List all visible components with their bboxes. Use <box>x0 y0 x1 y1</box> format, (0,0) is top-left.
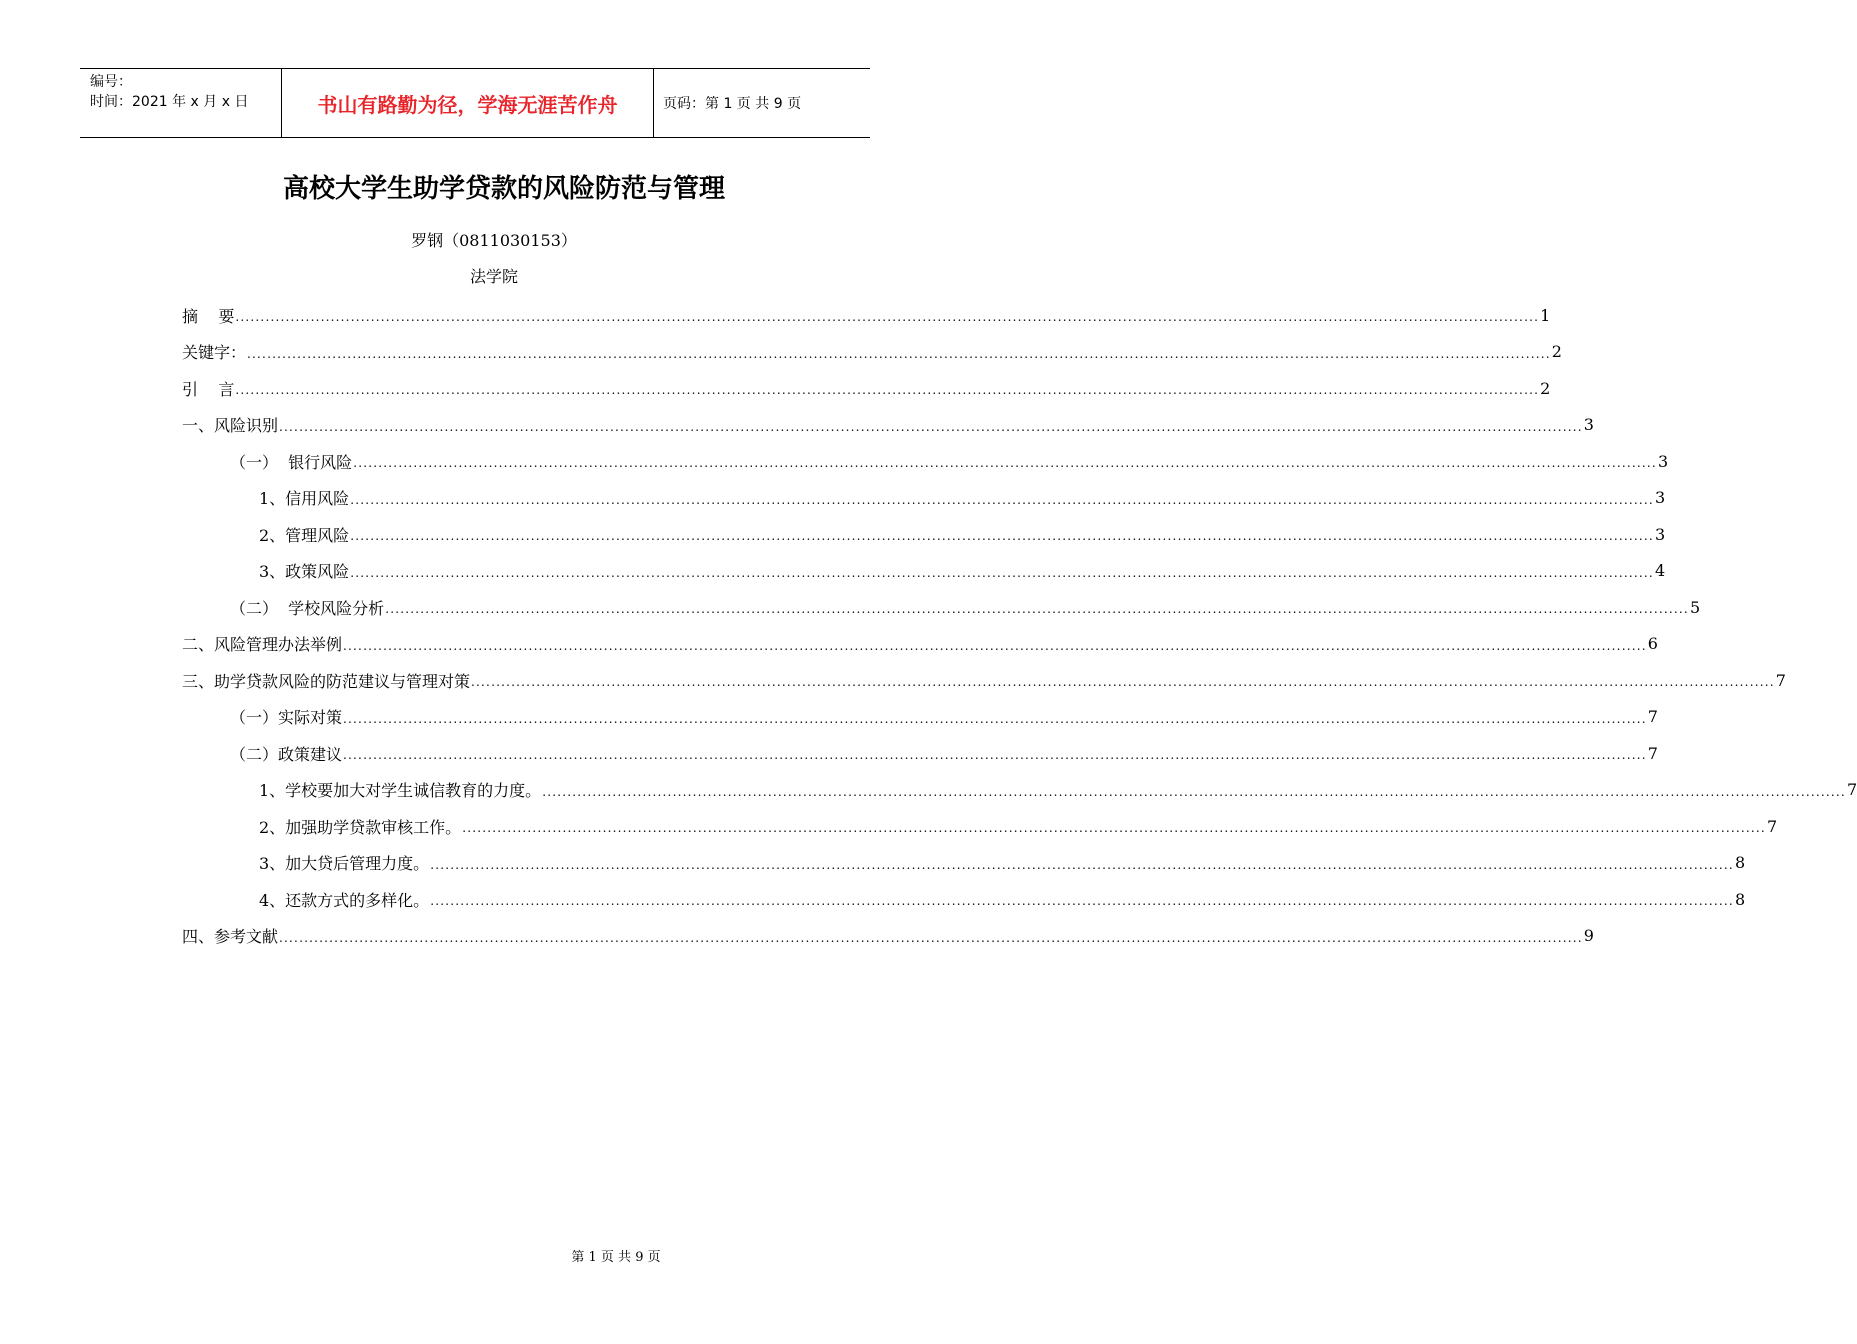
toc-dot-leader: .................................................................................................................................................................................................................................................................... <box>462 821 1766 836</box>
toc-entry-page: 8 <box>1734 889 1746 909</box>
toc-entry[interactable] <box>182 297 1551 334</box>
toc-dot-leader: .................................................................................................................................................................................................................................................................... <box>430 857 1734 872</box>
toc-entry-label: 3、政策风险 <box>259 562 350 582</box>
toc-entry-page: 1 <box>1540 305 1551 325</box>
toc-entry-label: 2、加强助学贷款审核工作。 <box>259 817 462 837</box>
page-footer: 第 1 页 共 9 页 <box>571 1250 661 1265</box>
toc-entry-page: 7 <box>1647 707 1658 727</box>
toc-entry-page: 7 <box>1647 743 1658 763</box>
toc-entry-page: 4 <box>1654 561 1666 581</box>
toc-entry-label: （一） 银行风险 <box>230 452 353 472</box>
toc-dot-leader: .................................................................................................................................................................................................................................................................... <box>279 419 1583 434</box>
toc-entry[interactable] <box>182 699 1658 736</box>
toc-entry-label: （二） 学校风险分析 <box>230 598 385 618</box>
toc-entry[interactable] <box>182 407 1594 444</box>
toc-entry-page: 8 <box>1734 853 1746 873</box>
toc-dot-leader: .................................................................................................................................................................................................................................................................... <box>235 383 1540 398</box>
toc-dot-leader: .................................................................................................................................................................................................................................................................... <box>343 638 1647 653</box>
header-number-label: 编号： <box>90 74 132 90</box>
document-header <box>80 68 870 138</box>
table-of-contents <box>182 297 1857 954</box>
toc-dot-leader: .................................................................................................................................................................................................................................................................... <box>385 602 1689 617</box>
toc-dot-leader: .................................................................................................................................................................................................................................................................... <box>350 529 1654 544</box>
toc-entry[interactable] <box>182 845 1746 882</box>
toc-entry[interactable] <box>182 334 1562 371</box>
toc-entry[interactable] <box>182 735 1658 772</box>
toc-entry-page: 7 <box>1846 780 1857 800</box>
header-time-label: 时间：2021 年 x 月 x 日 <box>90 94 249 110</box>
toc-entry-label: 1、学校要加大对学生诚信教育的力度。 <box>259 781 542 801</box>
header-page-info: 页码：第 1 页 共 9 页 <box>663 96 802 112</box>
document-college: 法学院 <box>469 267 518 286</box>
toc-dot-leader: .................................................................................................................................................................................................................................................................... <box>235 310 1540 325</box>
toc-entry[interactable] <box>182 443 1669 480</box>
toc-entry-page: 3 <box>1654 524 1666 544</box>
header-motto: 书山有路勤为径，学海无涯苦作舟 <box>281 69 654 137</box>
toc-entry-page: 6 <box>1647 634 1658 654</box>
toc-entry-page: 3 <box>1583 415 1594 435</box>
toc-entry-label: （二）政策建议 <box>230 744 343 764</box>
toc-entry-label: 四、参考文献 <box>182 927 279 947</box>
toc-dot-leader: .................................................................................................................................................................................................................................................................... <box>247 346 1551 361</box>
toc-entry-label: 一、风险识别 <box>182 416 279 436</box>
toc-dot-leader: .................................................................................................................................................................................................................................................................... <box>353 456 1657 471</box>
toc-entry-page: 9 <box>1583 926 1594 946</box>
toc-dot-leader: .................................................................................................................................................................................................................................................................... <box>279 930 1583 945</box>
toc-entry-label: 2、管理风险 <box>259 525 350 545</box>
toc-dot-leader: .................................................................................................................................................................................................................................................................... <box>471 675 1775 690</box>
toc-entry[interactable] <box>182 480 1666 517</box>
toc-dot-leader: .................................................................................................................................................................................................................................................................... <box>343 748 1647 763</box>
toc-entry-page: 7 <box>1775 670 1786 690</box>
toc-entry-label: 3、加大贷后管理力度。 <box>259 854 430 874</box>
toc-entry-page: 3 <box>1654 488 1666 508</box>
toc-entry[interactable] <box>182 881 1746 918</box>
toc-entry-label: 1、信用风险 <box>259 489 350 509</box>
toc-entry[interactable] <box>182 808 1778 845</box>
toc-entry-label: 摘 要 <box>182 306 235 326</box>
toc-entry-label: 三、助学贷款风险的防范建议与管理对策 <box>182 671 471 691</box>
toc-entry[interactable] <box>182 370 1551 407</box>
header-meta <box>80 69 281 137</box>
toc-entry[interactable] <box>182 662 1786 699</box>
toc-entry-label: 关键字： <box>182 343 247 363</box>
toc-dot-leader: .................................................................................................................................................................................................................................................................... <box>542 784 1846 799</box>
toc-entry[interactable] <box>182 918 1594 955</box>
toc-entry-page: 2 <box>1551 342 1562 362</box>
toc-dot-leader: .................................................................................................................................................................................................................................................................... <box>350 492 1654 507</box>
toc-entry-label: 4、还款方式的多样化。 <box>259 890 430 910</box>
toc-entry[interactable] <box>182 516 1666 553</box>
toc-entry[interactable] <box>182 553 1666 590</box>
toc-entry-page: 7 <box>1766 816 1778 836</box>
toc-entry-page: 3 <box>1657 451 1669 471</box>
toc-dot-leader: .................................................................................................................................................................................................................................................................... <box>350 565 1654 580</box>
toc-dot-leader: .................................................................................................................................................................................................................................................................... <box>343 711 1647 726</box>
toc-entry[interactable] <box>182 772 1857 809</box>
document-author: 罗钢（0811030153） <box>411 231 577 250</box>
toc-entry[interactable] <box>182 626 1658 663</box>
toc-entry[interactable] <box>182 589 1701 626</box>
toc-entry-label: 引 言 <box>182 379 235 399</box>
toc-entry-label: （一）实际对策 <box>230 708 343 728</box>
toc-dot-leader: .................................................................................................................................................................................................................................................................... <box>430 894 1734 909</box>
toc-entry-page: 5 <box>1689 597 1701 617</box>
toc-entry-label: 二、风险管理办法举例 <box>182 635 343 655</box>
document-title: 高校大学生助学贷款的风险防范与管理 <box>282 174 725 204</box>
toc-entry-page: 2 <box>1540 378 1551 398</box>
